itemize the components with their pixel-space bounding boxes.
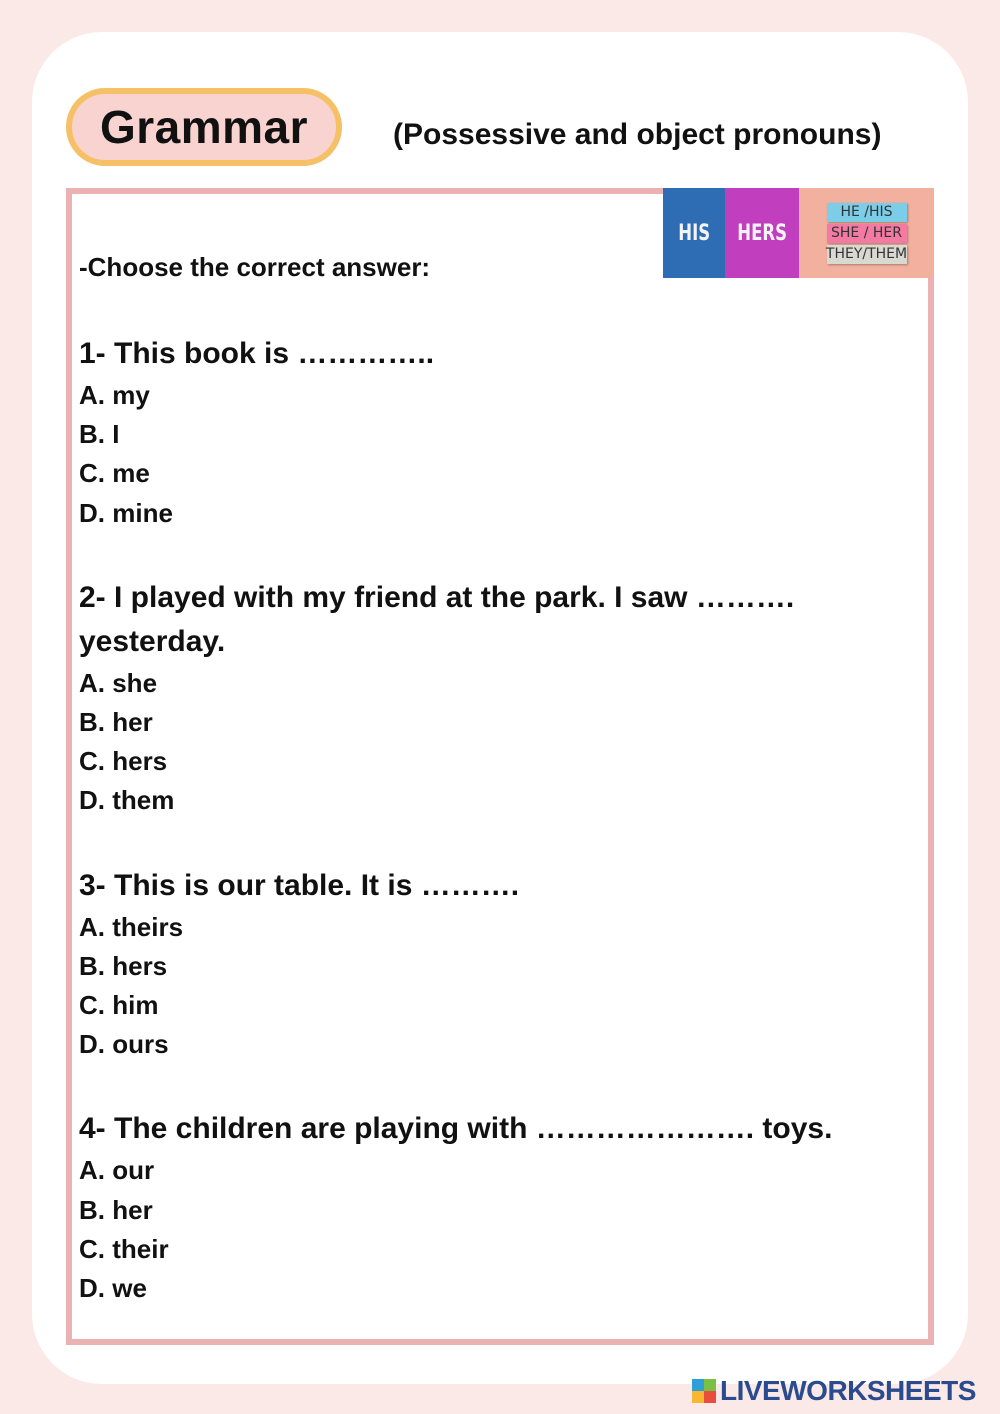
question-block — [79, 1107, 832, 1308]
liveworksheets-logo[interactable] — [692, 1375, 976, 1407]
answer-option[interactable]: D. them — [79, 785, 175, 816]
brand-name: LIVEWORKSHEETS — [720, 1375, 976, 1406]
answer-option[interactable]: D. we — [79, 1273, 147, 1304]
answer-option[interactable]: A. my — [79, 380, 150, 410]
banner-note: THEY/THEM — [825, 246, 908, 262]
answer-option[interactable]: B. her — [79, 1194, 153, 1225]
answer-option[interactable]: C. hers — [79, 746, 168, 777]
instruction-text: -Choose the correct answer: — [79, 252, 431, 282]
question-text: 1- This book is ………….. — [79, 337, 435, 370]
question-text: 3- This is our table. It is ………. — [79, 868, 520, 902]
banner-hers-label: HERS — [737, 220, 787, 246]
answer-option[interactable]: D. mine — [79, 497, 173, 528]
answer-option[interactable]: C. their — [79, 1233, 169, 1264]
answer-option[interactable]: B. I — [79, 419, 120, 450]
question-text: 4- The children are playing with …………………. toys. — [79, 1112, 833, 1146]
question-text-continued: yesterday. — [79, 624, 226, 658]
banner-note: SHE / HER — [827, 224, 907, 243]
banner-note: HE /HIS — [827, 203, 907, 222]
answer-option[interactable]: D. ours — [79, 1029, 169, 1060]
answer-option[interactable]: B. her — [79, 707, 153, 738]
answer-option[interactable]: A. she — [79, 667, 158, 698]
title-badge — [66, 88, 342, 166]
question-block — [79, 332, 832, 533]
answer-option[interactable]: C. him — [79, 990, 159, 1021]
answer-option[interactable]: B. hers — [79, 950, 168, 981]
page-title: Grammar — [99, 101, 309, 153]
answer-option[interactable]: A. theirs — [79, 911, 184, 942]
answer-option[interactable]: A. our — [79, 1155, 155, 1186]
answer-option[interactable]: C. me — [79, 458, 150, 489]
question-block — [79, 864, 832, 1065]
worksheet-content — [79, 250, 832, 1308]
page-subtitle: (Possessive and object pronouns) — [393, 118, 882, 151]
question-block — [79, 576, 832, 821]
liveworksheets-icon — [692, 1379, 716, 1403]
banner-his-label: HIS — [678, 220, 710, 246]
question-text: 2- I played with my friend at the park. I saw ………. — [79, 580, 795, 614]
